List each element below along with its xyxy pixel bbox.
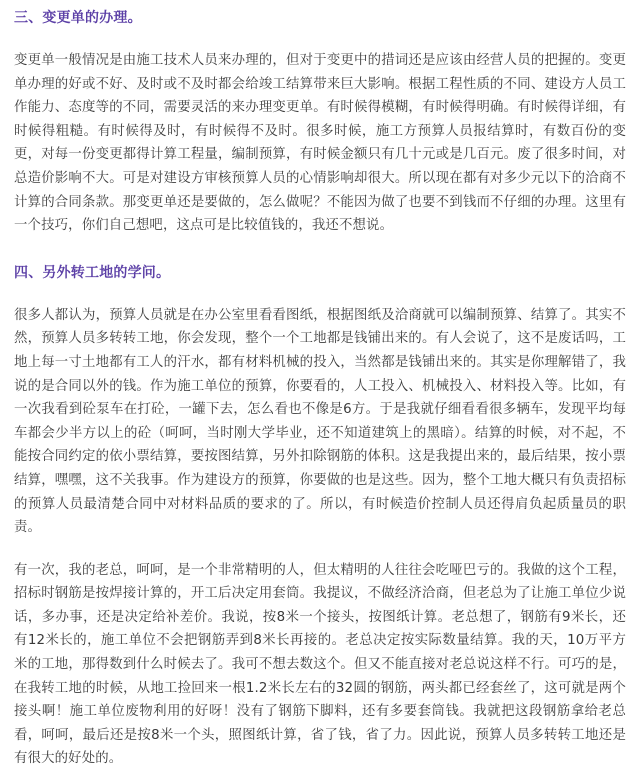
paragraph-site-visits-1: 很多人都认为，预算人员就是在办公室里看看图纸，根据图纸及洽商就可以编制预算、结算了。其实不然，预算人员多转转工地，你会发现，整个一个工地都是钱铺出来的。有人会说了，这不是废话吗，工地上每一寸土地都有工人的汗水，都有材料机械的投入，当然都是钱铺出来的。其实是你理解错了，我说的是合同以外的钱。作为施工单位的预算，你要看的，人工投入、机械投入、材料投入等。比如，有一次我看到砼泵车在打砼，一罐下去，怎么看也不像是6方。于是我就仔细看看很多辆车，发现平均每车都会少半方以上的砼（呵呵，当时刚大学毕业，还不知道建筑上的黑暗）。结算的时候，对不起，不能按合同约定的依小票结算，要按图结算，另外扣除钢筋的体积。这是我提出来的，最后结果，按小票结算，嘿嘿，这不关我事。作为建设方的预算，你要做的也是这些。因为，整个工地大概只有负责招标的预算人员最清楚合同中对材料品质的要求的了。所以，有时候造价控制人员还得肩负起质量员的职责。: [14, 307, 626, 536]
section-heading-site-visits: 四、另外转工地的学问。: [14, 264, 171, 281]
section-heading-change-order: 三、变更单的办理。: [14, 10, 142, 26]
paragraph-site-visits-2: 有一次，我的老总，呵呵，是一个非常精明的人，但太精明的人往往会吃哑巴亏的。我做的这个工程，招标时钢筋是按焊接计算的，开工后决定用套筒。我提议，不做经济洽商，但老总为了让施工单位少说话，多办事，还是决定给补差价。我说，按8米一个接头，按图纸计算。老总想了，钢筋有9米长，还有12米长的，施工单位不会把钢筋弄到8米长再接的。老总决定按实际数量结算。我的天，10万平方米的工地，那得数到什么时候去了。我可不想去数这个。但又不能直接对老总说这样不行。可巧的是，在我转工地的时候，从地工捡回来一根1.2米长左右的32圆的钢筋，两头都已经套丝了，这可就是两个接头啊！施工单位废物利用的好呀！没有了钢筋下脚料，还有多要套筒钱。我就把这段钢筋拿给老总看，呵呵，最后还是按8米一个头，照图纸计算，省了钱，省了力。因此说，预算人员多转转工地还是有很大的好处的。: [14, 562, 626, 767]
paragraph-change-order: 变更单一般情况是由施工技术人员来办理的，但对于变更中的措词还是应该由经营人员的把握的。变更单办理的好或不好、及时或不及时都会给竣工结算带来巨大影响。根据工程性质的不同、建设方人员工作能力、态度等的不同，需要灵活的来办理变更单。有时候得模糊，有时候得明确。有时候得详细，有时候得粗糙。有时候得及时，有时候得不及时。很多时候，施工方预算人员报结算时，有数百份的变更，对每一份变更都得计算工程量，编制预算，有时候金额只有几十元或是几百元。废了很多时间，对总造价影响不大。可是对建设方审核预算人员的心情影响却很大。所以现在都有对多少元以下的洽商不计算的合同条款。那变更单还是要做的，怎么做呢？不能因为做了也要不到钱而不仔细的办理。这里有一个技巧，你们自己想吧，这点可是比较值钱的，我还不想说。: [14, 53, 626, 234]
